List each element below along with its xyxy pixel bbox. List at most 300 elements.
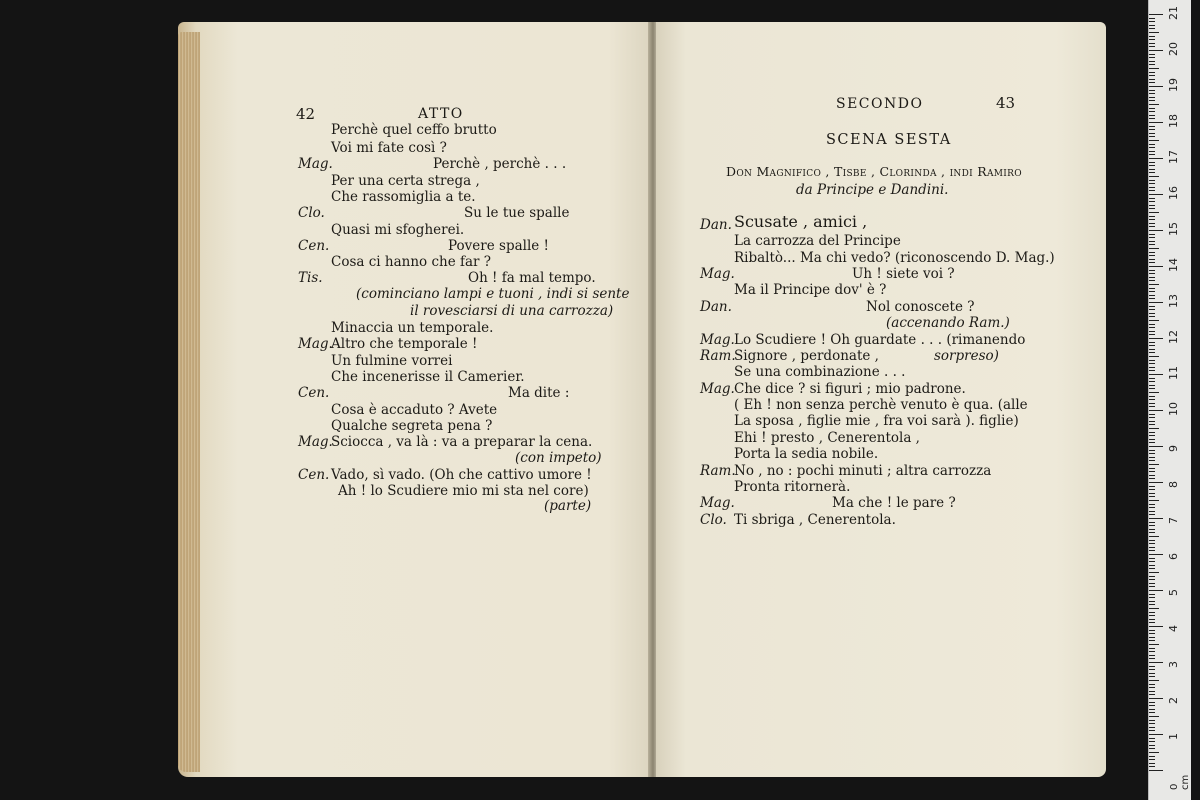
right-line: ( Eh ! non senza perchè venuto è qua. (alle	[734, 397, 1028, 413]
right-speaker: Mag.	[700, 332, 735, 348]
ruler-tick	[1149, 118, 1155, 119]
ruler-tick	[1149, 496, 1155, 497]
ruler-tick	[1149, 766, 1155, 767]
right-line: Ma che ! le pare ?	[832, 495, 956, 511]
ruler-tick	[1149, 637, 1155, 638]
right-line: Ribaltò... Ma chi vedo? (riconoscendo D. Mag.)	[734, 250, 1055, 266]
left-line: Altro che temporale !	[331, 336, 478, 352]
ruler-tick	[1149, 360, 1155, 361]
ruler-tick	[1149, 702, 1155, 703]
right-line: Nol conoscete ?	[866, 299, 975, 315]
ruler-tick	[1149, 727, 1155, 728]
right-page-header: SECONDO	[836, 96, 924, 112]
ruler-tick	[1149, 738, 1155, 739]
left-line: Un fulmine vorrei	[331, 353, 453, 369]
ruler-number: 11	[1167, 366, 1180, 380]
measurement-ruler	[1148, 0, 1191, 800]
ruler-tick	[1149, 61, 1155, 62]
cast-line-1: Don Magnifico , Tisbe , Clorinda , indi Ramiro	[726, 164, 1022, 179]
right-line: Ma il Principe dov' è ?	[734, 282, 887, 298]
ruler-tick	[1149, 154, 1155, 155]
ruler-tick	[1149, 550, 1155, 551]
ruler-tick	[1149, 277, 1155, 278]
ruler-tick	[1149, 504, 1155, 505]
ruler-tick	[1149, 608, 1159, 609]
left-line: Su le tue spalle	[464, 205, 570, 221]
ruler-tick	[1149, 748, 1155, 749]
ruler-tick	[1149, 169, 1155, 170]
ruler-tick	[1149, 180, 1155, 181]
ruler-tick	[1149, 442, 1155, 443]
ruler-tick	[1149, 763, 1155, 764]
ruler-tick	[1149, 108, 1155, 109]
ruler-tick	[1149, 172, 1155, 173]
ruler-tick	[1149, 486, 1155, 487]
ruler-tick	[1149, 28, 1155, 29]
ruler-tick	[1149, 594, 1155, 595]
ruler-tick	[1149, 126, 1155, 127]
ruler-tick	[1149, 558, 1155, 559]
right-page-number: 43	[996, 94, 1016, 112]
left-line: Che incenerisse il Camerier.	[331, 369, 525, 385]
ruler-tick	[1149, 669, 1155, 670]
left-stage-direction: (parte)	[544, 498, 592, 514]
ruler-tick	[1149, 86, 1163, 87]
right-line: Ehi ! presto , Cenerentola ,	[734, 430, 920, 446]
ruler-tick	[1149, 684, 1155, 685]
ruler-number: 5	[1167, 589, 1180, 596]
ruler-tick	[1149, 586, 1155, 587]
ruler-tick	[1149, 450, 1155, 451]
ruler-tick	[1149, 356, 1159, 357]
right-line: La carrozza del Principe	[734, 233, 901, 249]
ruler-tick	[1149, 745, 1155, 746]
ruler-tick	[1149, 385, 1155, 386]
ruler-tick	[1149, 604, 1155, 605]
ruler-tick	[1149, 39, 1155, 40]
ruler-tick	[1149, 122, 1163, 123]
ruler-tick	[1149, 259, 1155, 260]
left-line: Cosa è accaduto ? Avete	[331, 402, 498, 418]
right-speaker: Clo.	[700, 512, 727, 528]
ruler-tick	[1149, 187, 1155, 188]
right-line: No , no : pochi minuti ; altra carrozza	[734, 463, 992, 479]
ruler-tick	[1149, 698, 1163, 699]
left-page-header: ATTO	[418, 106, 464, 122]
ruler-number: 2	[1167, 697, 1180, 704]
ruler-tick	[1149, 540, 1155, 541]
ruler-tick	[1149, 262, 1155, 263]
ruler-tick	[1149, 230, 1163, 231]
ruler-tick	[1149, 176, 1159, 177]
ruler-tick	[1149, 140, 1159, 141]
left-line: Oh ! fa mal tempo.	[468, 270, 596, 286]
ruler-tick	[1149, 234, 1155, 235]
ruler-tick	[1149, 568, 1155, 569]
ruler-tick	[1149, 410, 1163, 411]
ruler-tick	[1149, 208, 1155, 209]
ruler-tick	[1149, 489, 1155, 490]
ruler-number: 13	[1167, 294, 1180, 308]
ruler-tick	[1149, 219, 1155, 220]
ruler-tick	[1149, 223, 1155, 224]
ruler-tick	[1149, 464, 1159, 465]
ruler-tick	[1149, 90, 1155, 91]
ruler-tick	[1149, 43, 1155, 44]
ruler-tick	[1149, 334, 1155, 335]
ruler-tick	[1149, 460, 1155, 461]
ruler-tick	[1149, 216, 1155, 217]
ruler-tick	[1149, 583, 1155, 584]
right-speaker: Mag.	[700, 381, 735, 397]
ruler-tick	[1149, 273, 1155, 274]
ruler-tick	[1149, 565, 1155, 566]
ruler-number: 14	[1167, 258, 1180, 272]
ruler-tick	[1149, 68, 1159, 69]
ruler-tick	[1149, 403, 1155, 404]
ruler-tick	[1149, 205, 1155, 206]
ruler-tick	[1149, 392, 1159, 393]
scene-title: SCENA SESTA	[826, 132, 952, 148]
ruler-tick	[1149, 626, 1163, 627]
ruler-number: 4	[1167, 625, 1180, 632]
left-line: Ma dite :	[508, 385, 570, 401]
ruler-tick	[1149, 25, 1155, 26]
ruler-tick	[1149, 648, 1155, 649]
ruler-tick	[1149, 115, 1155, 116]
ruler-number: 7	[1167, 517, 1180, 524]
ruler-tick	[1149, 633, 1155, 634]
ruler-number: 15	[1167, 222, 1180, 236]
right-speaker: Dan.	[700, 299, 732, 315]
right-line: Ti sbriga , Cenerentola.	[734, 512, 896, 528]
ruler-tick	[1149, 363, 1155, 364]
ruler-tick	[1149, 705, 1155, 706]
ruler-tick	[1149, 644, 1159, 645]
ruler-tick	[1149, 79, 1155, 80]
ruler-tick	[1149, 406, 1155, 407]
left-speaker: Cen.	[298, 238, 330, 254]
ruler-number: 9	[1167, 445, 1180, 452]
ruler-tick	[1149, 475, 1155, 476]
ruler-tick	[1149, 446, 1163, 447]
right-stage-direction: (accenando Ram.)	[886, 315, 1010, 331]
right-stage-direction: sorpreso)	[934, 348, 999, 364]
left-speaker: Mag.	[298, 434, 333, 450]
right-page	[656, 22, 1106, 777]
ruler-tick	[1149, 561, 1155, 562]
left-line: Minaccia un temporale.	[331, 320, 494, 336]
left-speaker: Cen.	[298, 467, 330, 483]
left-speaker: Clo.	[298, 205, 325, 221]
ruler-tick	[1149, 612, 1155, 613]
ruler-tick	[1149, 640, 1155, 641]
ruler-tick	[1149, 316, 1155, 317]
ruler-tick	[1149, 82, 1155, 83]
right-speaker: Ram.	[700, 348, 736, 364]
ruler-tick	[1149, 129, 1155, 130]
right-line: Signore , perdonate ,	[734, 348, 879, 364]
ruler-tick	[1149, 144, 1155, 145]
ruler-tick	[1149, 32, 1159, 33]
ruler-tick	[1149, 694, 1155, 695]
ruler-tick	[1149, 471, 1155, 472]
ruler-tick	[1149, 381, 1155, 382]
ruler-tick	[1149, 741, 1155, 742]
ruler-tick	[1149, 252, 1155, 253]
ruler-tick	[1149, 428, 1159, 429]
ruler-tick	[1149, 651, 1155, 652]
ruler-tick	[1149, 716, 1159, 717]
ruler-tick	[1149, 327, 1155, 328]
left-stage-direction: (cominciano lampi e tuoni , indi si sente	[356, 286, 630, 302]
ruler-tick	[1149, 64, 1155, 65]
ruler-tick	[1149, 536, 1159, 537]
ruler-tick	[1149, 374, 1163, 375]
left-speaker: Mag.	[298, 156, 333, 172]
ruler-tick	[1149, 435, 1155, 436]
ruler-tick	[1149, 482, 1163, 483]
ruler-tick	[1149, 518, 1163, 519]
ruler-tick	[1149, 162, 1155, 163]
ruler-number: 3	[1167, 661, 1180, 668]
ruler-tick	[1149, 478, 1155, 479]
ruler-number: 6	[1167, 553, 1180, 560]
ruler-number: 8	[1167, 481, 1180, 488]
left-stage-direction: (con impeto)	[515, 450, 602, 466]
left-page	[178, 22, 650, 777]
right-speaker: Mag.	[700, 495, 735, 511]
ruler-tick	[1149, 676, 1155, 677]
ruler-tick	[1149, 21, 1155, 22]
left-line: Ah ! lo Scudiere mio mi sta nel core)	[338, 483, 589, 499]
right-line: Porta la sedia nobile.	[734, 446, 879, 462]
ruler-tick	[1149, 511, 1155, 512]
left-line: Qualche segreta pena ?	[331, 418, 493, 434]
ruler-tick	[1149, 342, 1155, 343]
ruler-tick	[1149, 266, 1163, 267]
ruler-tick	[1149, 378, 1155, 379]
ruler-tick	[1149, 576, 1155, 577]
ruler-tick	[1149, 349, 1155, 350]
ruler-tick	[1149, 111, 1155, 112]
ruler-tick	[1149, 244, 1155, 245]
right-line: Pronta ritornerà.	[734, 479, 851, 495]
ruler-tick	[1149, 572, 1159, 573]
ruler-tick	[1149, 687, 1155, 688]
ruler-unit-label: 0 cm	[1169, 774, 1191, 790]
left-line: Per una certa strega ,	[331, 173, 480, 189]
ruler-tick	[1149, 133, 1155, 134]
ruler-tick	[1149, 280, 1155, 281]
ruler-tick	[1149, 388, 1155, 389]
ruler-tick	[1149, 601, 1155, 602]
ruler-tick	[1149, 226, 1155, 227]
ruler-number: 21	[1167, 6, 1180, 20]
ruler-tick	[1149, 396, 1155, 397]
ruler-tick	[1149, 399, 1155, 400]
page-edges	[178, 32, 200, 772]
ruler-tick	[1149, 302, 1163, 303]
ruler-tick	[1149, 18, 1155, 19]
ruler-tick	[1149, 439, 1155, 440]
right-line: Scusate , amici ,	[734, 212, 868, 231]
ruler-tick	[1149, 453, 1155, 454]
ruler-tick	[1149, 770, 1163, 771]
ruler-tick	[1149, 370, 1155, 371]
ruler-tick	[1149, 525, 1155, 526]
ruler-tick	[1149, 507, 1155, 508]
ruler-tick	[1149, 54, 1155, 55]
ruler-number: 1	[1167, 733, 1180, 740]
ruler-tick	[1149, 662, 1163, 663]
ruler-tick	[1149, 680, 1159, 681]
right-line: Che dice ? si figuri ; mio padrone.	[734, 381, 966, 397]
ruler-number: 18	[1167, 114, 1180, 128]
ruler-tick	[1149, 457, 1155, 458]
ruler-tick	[1149, 194, 1163, 195]
ruler-tick	[1149, 284, 1159, 285]
ruler-tick	[1149, 756, 1155, 757]
left-speaker: Cen.	[298, 385, 330, 401]
ruler-tick	[1149, 493, 1155, 494]
ruler-tick	[1149, 198, 1155, 199]
ruler-tick	[1149, 183, 1155, 184]
ruler-tick	[1149, 658, 1155, 659]
right-speaker: Ram.	[700, 463, 736, 479]
ruler-tick	[1149, 36, 1155, 37]
left-speaker: Tis.	[298, 270, 323, 286]
ruler-tick	[1149, 712, 1155, 713]
ruler-tick	[1149, 158, 1163, 159]
ruler-number: 19	[1167, 78, 1180, 92]
ruler-tick	[1149, 673, 1155, 674]
ruler-tick	[1149, 532, 1155, 533]
ruler-tick	[1149, 522, 1155, 523]
ruler-tick	[1149, 190, 1155, 191]
ruler-tick	[1149, 414, 1155, 415]
ruler-tick	[1149, 424, 1155, 425]
right-speaker: Dan.	[700, 217, 732, 233]
ruler-tick	[1149, 622, 1155, 623]
ruler-tick	[1149, 212, 1159, 213]
ruler-tick	[1149, 14, 1163, 15]
ruler-tick	[1149, 666, 1155, 667]
left-line: Quasi mi sfogherei.	[331, 222, 465, 238]
ruler-tick	[1149, 547, 1155, 548]
ruler-tick	[1149, 655, 1155, 656]
ruler-tick	[1149, 309, 1155, 310]
ruler-tick	[1149, 615, 1155, 616]
ruler-tick	[1149, 730, 1155, 731]
ruler-tick	[1149, 97, 1155, 98]
cast-line-2: da Principe e Dandini.	[796, 182, 949, 198]
ruler-tick	[1149, 554, 1163, 555]
ruler-tick	[1149, 104, 1159, 105]
ruler-tick	[1149, 147, 1155, 148]
right-line: La sposa , figlie mie , fra voi sarà ). figlie)	[734, 413, 1019, 429]
ruler-tick	[1149, 313, 1155, 314]
ruler-tick	[1149, 93, 1155, 94]
ruler-tick	[1149, 367, 1155, 368]
ruler-tick	[1149, 752, 1159, 753]
ruler-tick	[1149, 255, 1155, 256]
ruler-tick	[1149, 338, 1163, 339]
ruler-number: 10	[1167, 402, 1180, 416]
ruler-tick	[1149, 352, 1155, 353]
ruler-tick	[1149, 432, 1155, 433]
ruler-tick	[1149, 201, 1155, 202]
ruler-tick	[1149, 320, 1159, 321]
open-book	[178, 22, 1110, 777]
ruler-tick	[1149, 723, 1155, 724]
ruler-number: 17	[1167, 150, 1180, 164]
left-line: Cosa ci hanno che far ?	[331, 254, 492, 270]
ruler-tick	[1149, 514, 1155, 515]
ruler-tick	[1149, 734, 1163, 735]
ruler-number: 12	[1167, 330, 1180, 344]
ruler-tick	[1149, 136, 1155, 137]
right-line: Lo Scudiere ! Oh guardate . . . (rimanendo	[734, 332, 1026, 348]
ruler-tick	[1149, 57, 1155, 58]
ruler-tick	[1149, 421, 1155, 422]
ruler-tick	[1149, 298, 1155, 299]
ruler-tick	[1149, 597, 1155, 598]
ruler-tick	[1149, 75, 1155, 76]
left-line: Perchè , perchè . . .	[433, 156, 567, 172]
ruler-tick	[1149, 500, 1159, 501]
ruler-tick	[1149, 579, 1155, 580]
ruler-tick	[1149, 529, 1155, 530]
ruler-tick	[1149, 151, 1155, 152]
ruler-tick	[1149, 288, 1155, 289]
ruler-tick	[1149, 417, 1155, 418]
ruler-tick	[1149, 306, 1155, 307]
right-speaker: Mag.	[700, 266, 735, 282]
ruler-tick	[1149, 345, 1155, 346]
ruler-number: 20	[1167, 42, 1180, 56]
ruler-tick	[1149, 468, 1155, 469]
left-page-number: 42	[296, 105, 316, 123]
ruler-tick	[1149, 759, 1155, 760]
ruler-tick	[1149, 720, 1155, 721]
right-line: Se una combinazione . . .	[734, 364, 906, 380]
left-line: Sciocca , va là : va a preparar la cena.	[331, 434, 593, 450]
ruler-number: 16	[1167, 186, 1180, 200]
ruler-tick	[1149, 237, 1155, 238]
left-line: Che rassomiglia a te.	[331, 189, 476, 205]
ruler-tick	[1149, 50, 1163, 51]
ruler-tick	[1149, 543, 1155, 544]
ruler-tick	[1149, 165, 1155, 166]
ruler-tick	[1149, 691, 1155, 692]
ruler-tick	[1149, 295, 1155, 296]
ruler-tick	[1149, 291, 1155, 292]
ruler-tick	[1149, 248, 1159, 249]
left-line: Povere spalle !	[448, 238, 549, 254]
ruler-tick	[1149, 630, 1155, 631]
ruler-tick	[1149, 324, 1155, 325]
right-line: Uh ! siete voi ?	[852, 266, 955, 282]
ruler-tick	[1149, 46, 1155, 47]
ruler-tick	[1149, 709, 1155, 710]
left-speaker: Mag.	[298, 336, 333, 352]
ruler-tick	[1149, 100, 1155, 101]
ruler-tick	[1149, 72, 1155, 73]
left-line: Vado, sì vado. (Oh che cattivo umore !	[331, 467, 592, 483]
ruler-tick	[1149, 619, 1155, 620]
ruler-tick	[1149, 241, 1155, 242]
